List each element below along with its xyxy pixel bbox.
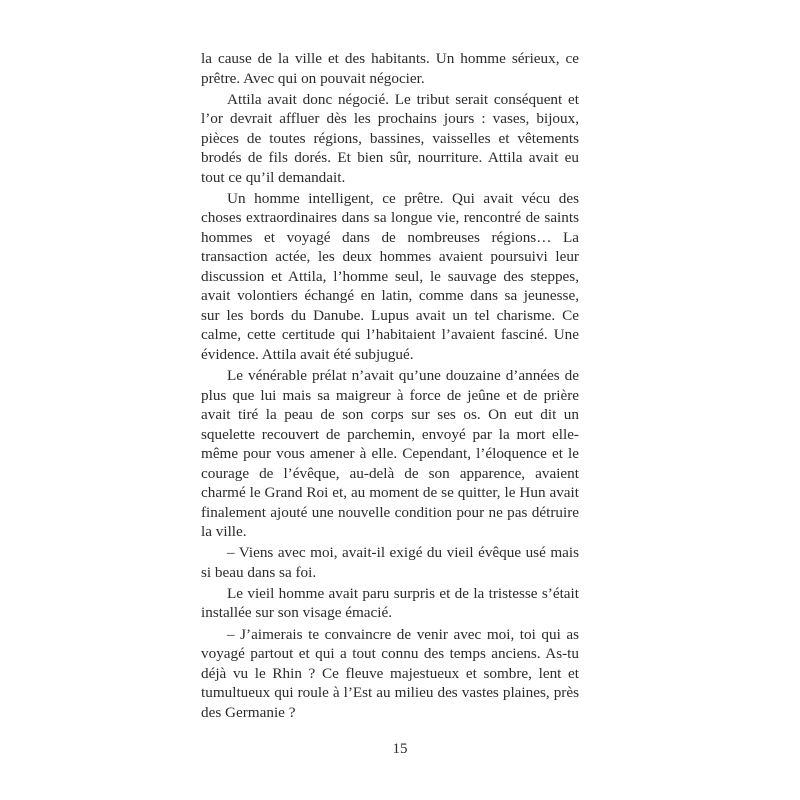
paragraph: Un homme intelligent, ce prêtre. Qui avait vécu des choses extraordinaires dans sa longue vie, rencontré de saints hommes et voyagé dans de nombreuses régions… La transaction actée, les deux hommes avaient poursuivi leur discussion et Attila, l’homme seul, le sauvage des steppes, avait volontiers échangé en latin, comme dans sa jeunesse, sur les bords du Danube. Lupus avait un tel charisme. Ce calme, cette certitude qui l’habitaient l’avaient fasciné. Une évidence. Attila avait été subjugué. bbox=[201, 189, 579, 363]
page-number: 15 bbox=[392, 741, 408, 757]
paragraph: Le vieil homme avait paru surpris et de la tristesse s’était installée sur son visage émacié. bbox=[201, 584, 579, 622]
paragraph: – Viens avec moi, avait-il exigé du vieil évêque usé mais si beau dans sa foi. bbox=[201, 544, 579, 581]
paragraph: Attila avait donc négocié. Le tribut serait conséquent et l’or devrait affluer dès les prochains jours : vases, bijoux, pièces de toutes régions, bassines, vaisselles et vêtements brodés de fils dorés. Et bien sûr, nourriture. Attila avait eu tout ce qu’il demandait. bbox=[201, 90, 579, 186]
paragraph: Le vénérable prélat n’avait qu’une douzaine d’années de plus que lui mais sa maigreur à force de jeûne et de prière avait tiré la peau de son corps sur ses os. On eut dit un squelette recouvert de parchemin, envoyé par la mort elle-même pour vous amener à elle. Cependant, l’éloquence et le courage de l’évêque, au-delà de son apparence, avaient charmé le Grand Roi et, au moment de se quitter, le Hun avait finalement ajouté une nouvelle condition pour ne pas détruire la ville. bbox=[201, 367, 579, 541]
body-text bbox=[201, 49, 579, 724]
paragraph: – J’aimerais te convaincre de venir avec moi, toi qui as voyagé partout et qui a tout connu des temps anciens. As-tu déjà vu le Rhin ? Ce fleuve majestueux et sombre, lent et tumultueux qui roule à l’Est au milieu des vastes plaines, près des Germanie ? bbox=[201, 625, 579, 721]
paragraph: la cause de la ville et des habitants. Un homme sérieux, ce prêtre. Avec qui on pouvait négocier. bbox=[201, 50, 579, 87]
